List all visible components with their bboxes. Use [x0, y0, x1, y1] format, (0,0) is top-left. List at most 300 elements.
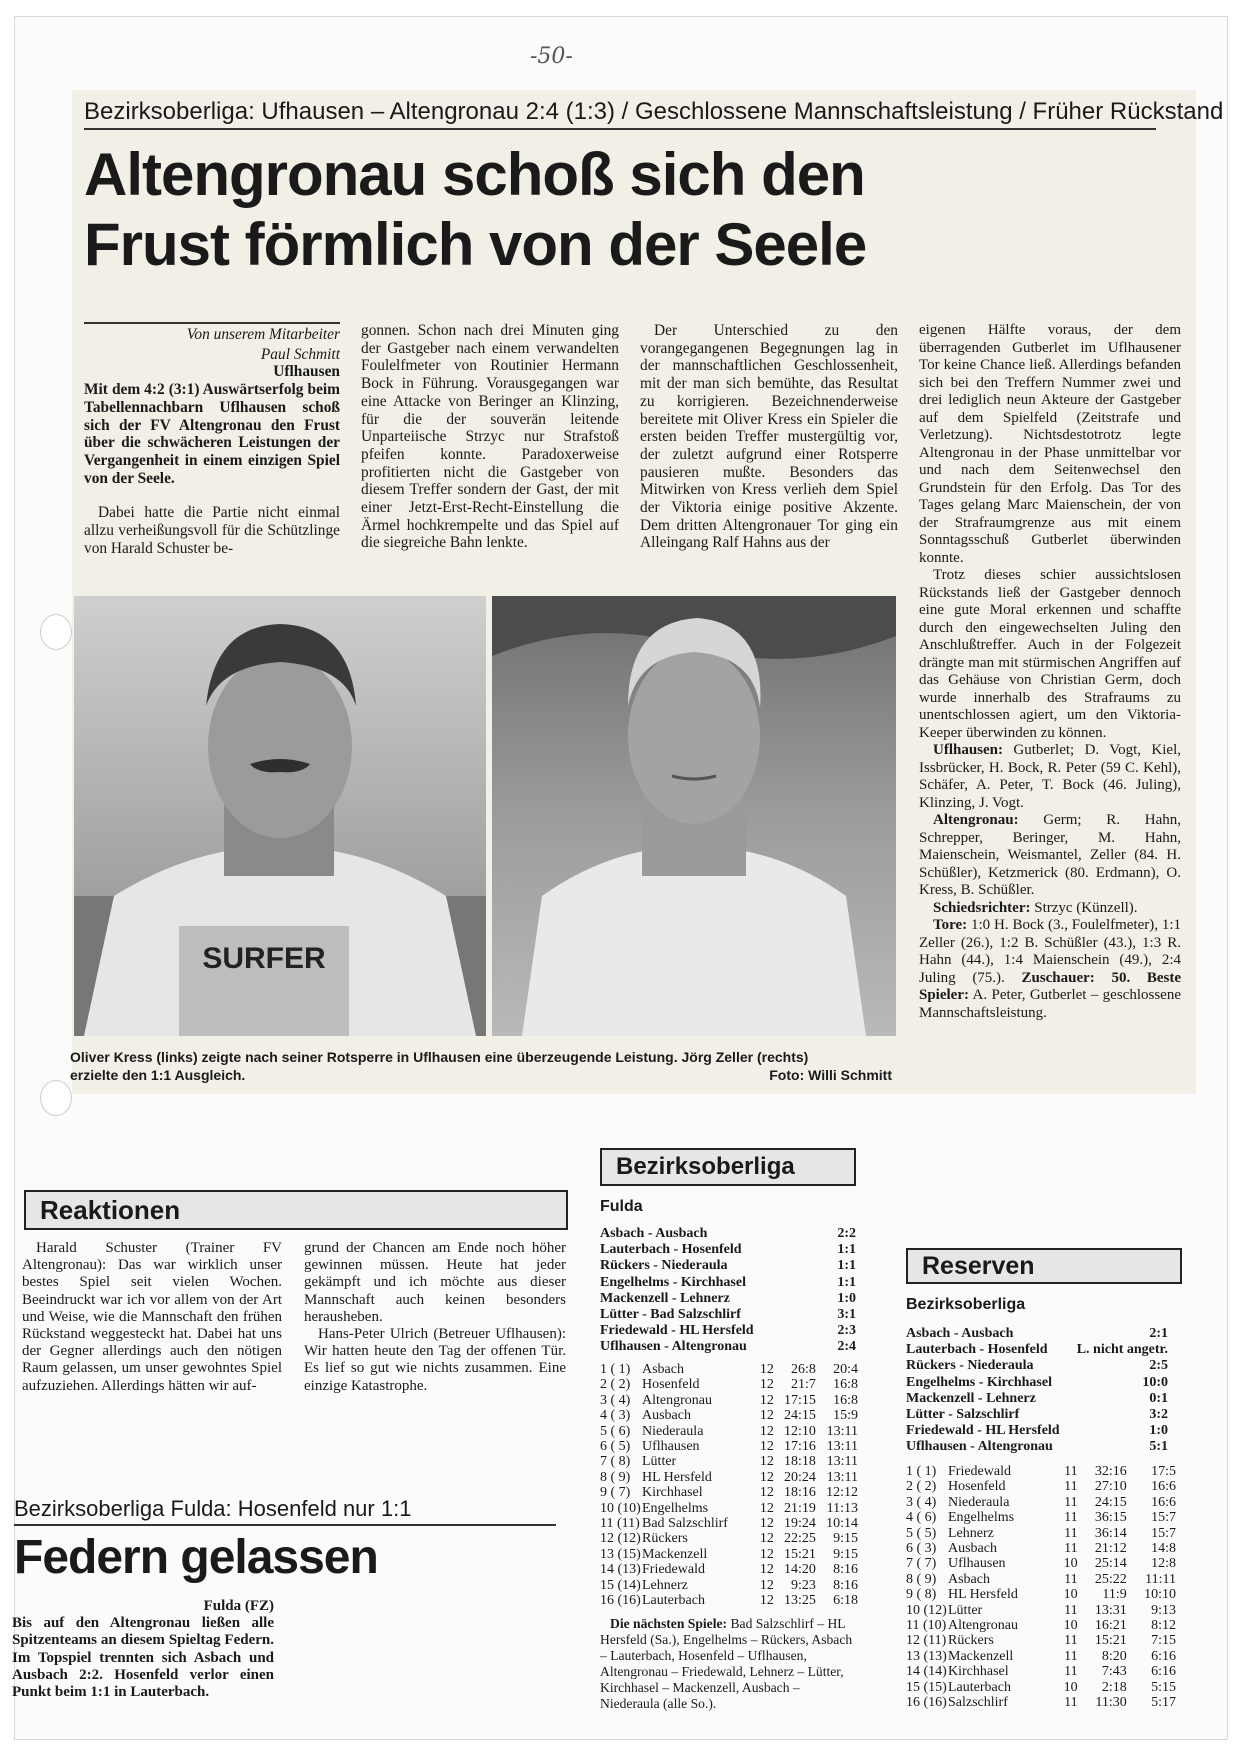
caption-line-1: Oliver Kress (links) zeigte nach seiner Rotsperre in Uflhausen eine überzeugende Leistung. Jörg Zeller (rechts): [70, 1049, 809, 1065]
table-cell-team: Ausbach: [948, 1541, 997, 1557]
result-score: 2:2: [837, 1226, 856, 1241]
table-cell-pos: 8 ( 9): [600, 1469, 631, 1485]
table-cell-team: Uflhausen: [642, 1439, 700, 1455]
table-cell-team: Lehnerz: [948, 1525, 994, 1541]
result-match: Mackenzell - Lehnerz: [906, 1390, 1036, 1406]
table-cell-goals: 21:7: [791, 1377, 816, 1393]
table-cell-goals: 2:18: [1101, 1679, 1127, 1695]
reserven-header: Reserven: [906, 1248, 1182, 1284]
article-kicker: Bezirksoberliga: Ufhausen – Altengronau 2:4 (1:3) / Geschlossene Mannschaftsleistung / Früher Rückstand: [84, 98, 1156, 130]
table-cell-games: 11: [1064, 1571, 1078, 1587]
result-match: Engelhelms - Kirchhasel: [600, 1274, 746, 1290]
table-cell-goals: 36:14: [1094, 1525, 1127, 1541]
result-row: [906, 1423, 1168, 1439]
result-row: [906, 1326, 1168, 1342]
table-cell-goals: 25:22: [1094, 1571, 1127, 1587]
table-cell-games: 10: [1063, 1679, 1078, 1695]
result-score: 2:5: [1149, 1358, 1168, 1374]
reserven-league: Bezirksoberliga: [906, 1296, 1026, 1313]
table-cell-points: 16:6: [1151, 1479, 1176, 1495]
article-paragraph: Der Unterschied zu den vorangegangenen Begegnungen lag in der mannschaftlichen Geschlossenheit, mit der man sich bemühte, das Resultat zu korrigieren. Bezeichnenderweise bereitete mit Oliver Kress ein Spieler die ersten beiden Treffer mustergültig vor, der zuletzt aufgrund einer Rotsperre pausieren mußte. Besonders das Mitwirken von Kress verlieh dem Spiel der Viktoria einige positive Akzente. Dem dritten Altengronauer Tor ging ein Alleingang Ralf Hahns aus der: [640, 322, 898, 552]
table-cell-games: 12: [759, 1516, 774, 1532]
table-cell-points: 13:11: [826, 1423, 858, 1439]
table-cell-games: 11: [1064, 1464, 1078, 1479]
table-cell-team: Lütter: [642, 1454, 677, 1470]
table-cell-pos: 9 ( 7): [600, 1485, 631, 1501]
table-cell-team: Lütter: [948, 1602, 983, 1618]
table-cell-games: 12: [759, 1362, 774, 1377]
table-cell-points: 16:8: [833, 1392, 858, 1408]
table-cell-goals: 13:25: [784, 1593, 816, 1609]
result-match: Friedewald - HL Hersfeld: [600, 1323, 754, 1339]
article-paragraph: Dabei hatte die Partie nicht einmal allzu verheißungsvoll für die Schützlinge von Harald Schuster be-: [84, 504, 340, 557]
table-row: [600, 1377, 858, 1392]
result-match: Rückers - Niederaula: [600, 1258, 728, 1274]
table-cell-pos: 10 (10): [600, 1500, 641, 1516]
table-cell-points: 6:18: [833, 1593, 858, 1609]
second-article-headline: Federn gelassen: [14, 1531, 378, 1584]
article-column-4: [919, 322, 1181, 1022]
table-cell-points: 6:16: [1151, 1664, 1176, 1680]
region-label: Fulda: [600, 1198, 643, 1215]
table-cell-team: Hosenfeld: [948, 1479, 1006, 1495]
table-row: [600, 1439, 858, 1454]
article-paragraph: eigenen Hälfte voraus, der dem überragenden Gutberlet im Uflhausener Tor keine Chance ließ. Allerdings befanden sich bei den Treffern Nummer zwei und drei lediglich neun Akteure der Gastgeber auf dem Spielfeld (Zeitstrafe und Verletzung). Nichtsdestotrotz legte Altengronau in der Phase unmittelbar vor und nach dem Seitenwechsel den Grundstein für den Erfolg. Das Tor des Tages gelang Marc Maienschein, der von der Strafraumgrenze aus mit einem Sonntagsschuß Gutberlet überwinden konnte.: [919, 322, 1181, 566]
next-games: [600, 1616, 856, 1712]
table-cell-pos: 10 (12): [906, 1602, 947, 1618]
goals-label: Tore:: [933, 917, 968, 933]
table-cell-points: 11:13: [826, 1500, 858, 1516]
table-row: [600, 1593, 858, 1608]
table-cell-games: 12: [759, 1593, 774, 1609]
result-match: Uflhausen - Altengronau: [906, 1439, 1053, 1455]
table-cell-goals: 17:16: [784, 1439, 816, 1455]
table-cell-pos: 9 ( 8): [906, 1587, 937, 1603]
lineup-altengronau: Germ; R. Hahn, Schrepper, Beringer, M. Hahn, Maienschein, Weismantel, Zeller (84. H. Schüßler), Ketzmerick (80. Erdmann), O. Kress, B. Schüßler.: [919, 812, 1181, 898]
result-score: L. nicht angetr.: [1076, 1342, 1168, 1358]
result-score: 1:0: [1149, 1423, 1168, 1439]
caption-line-2: erzielte den 1:1 Ausgleich.: [70, 1067, 246, 1083]
table-cell-team: Mackenzell: [642, 1546, 708, 1562]
table-cell-pos: 2 ( 2): [600, 1377, 631, 1393]
table-cell-pos: 5 ( 6): [600, 1423, 631, 1439]
result-row: [906, 1407, 1168, 1423]
article-paragraph: gonnen. Schon nach drei Minuten ging der Gastgeber nach einem verwandelten Foulelfmeter von Routinier Hermann Bock in Führung. Vorausgegangen war eine Attacke von Beringer an Klinzing, für die der souverän leitende Unparteiische Strzyc nur Strafstoß pfeifen konnte. Paradoxerweise profitierten nicht die Gastgeber von diesem Treffer sondern der Gast, der mit einer Jetzt-Erst-Recht-Einstellung die Ärmel hochkrempelte und das Spiel auf die siegreiche Bahn lenkte.: [361, 322, 619, 552]
lineup-label: Uflhausen:: [933, 742, 1004, 758]
table-cell-team: Engelhelms: [948, 1510, 1015, 1526]
table-cell-pos: 13 (13): [906, 1648, 947, 1664]
table-cell-pos: 4 ( 6): [906, 1510, 937, 1526]
table-cell-goals: 17:15: [784, 1392, 816, 1408]
table-cell-pos: 16 (16): [906, 1695, 947, 1711]
table-row: [906, 1587, 1176, 1602]
table-row: [906, 1603, 1176, 1618]
article-column-3: [640, 322, 898, 552]
table-cell-points: 16:8: [833, 1377, 858, 1393]
table-cell-team: Lauterbach: [642, 1593, 705, 1609]
table-cell-points: 12:8: [1151, 1556, 1176, 1572]
table-cell-goals: 36:15: [1094, 1510, 1127, 1526]
table-cell-team: Ausbach: [642, 1408, 691, 1424]
result-row: [600, 1258, 856, 1274]
table-row: [906, 1526, 1176, 1541]
bezirksoberliga-table: [600, 1362, 858, 1609]
article-headline: [84, 140, 964, 280]
page-number: -50-: [530, 44, 573, 69]
table-cell-team: Friedewald: [948, 1464, 1011, 1479]
table-cell-games: 12: [759, 1500, 774, 1516]
table-cell-goals: 24:15: [1094, 1494, 1127, 1510]
table-cell-pos: 5 ( 5): [906, 1525, 937, 1541]
result-score: 3:1: [837, 1307, 856, 1323]
table-cell-points: 15:9: [833, 1408, 858, 1424]
result-row: [600, 1226, 856, 1242]
result-score: 0:1: [1149, 1390, 1168, 1406]
table-cell-points: 12:12: [826, 1485, 858, 1501]
table-row: [600, 1531, 858, 1546]
table-cell-pos: 14 (13): [600, 1562, 641, 1578]
result-score: 1:1: [837, 1242, 856, 1258]
table-cell-goals: 18:18: [784, 1454, 816, 1470]
result-score: 1:0: [837, 1290, 856, 1306]
table-cell-games: 12: [759, 1423, 774, 1439]
result-score: 1:1: [837, 1274, 856, 1290]
table-cell-games: 11: [1064, 1602, 1078, 1618]
table-cell-games: 12: [759, 1408, 774, 1424]
table-cell-goals: 21:19: [784, 1500, 816, 1516]
goals: 1:0 H. Bock (3., Foulelfmeter), 1:1 Zeller (26.), 1:2 B. Schüßler (43.), 1:3 R. Hahn (44.), 1:4 Maienschein (49.), 2:4 Juling (75.).: [919, 917, 1182, 986]
table-row: [906, 1680, 1176, 1695]
table-row: [600, 1547, 858, 1562]
referee-label: Schiedsrichter:: [933, 899, 1031, 916]
table-cell-team: Salzschlirf: [948, 1695, 1008, 1711]
table-cell-team: Altengronau: [642, 1392, 712, 1408]
article-column-2: [361, 322, 619, 552]
table-cell-goals: 12:10: [784, 1423, 816, 1439]
next-games-label: Die nächsten Spiele:: [610, 1616, 728, 1631]
result-score: 3:2: [1149, 1407, 1168, 1423]
table-row: [600, 1501, 858, 1516]
table-cell-games: 11: [1064, 1479, 1078, 1495]
table-cell-goals: 11:30: [1095, 1695, 1127, 1711]
article-lead: Mit dem 4:2 (3:1) Auswärtserfolg beim Tabellennachbarn Uflhausen schoß sich der FV Altengronau den Frust über die schwächeren Leistungen der Vergangenheit in einem einzigen Spiel von der Seele.: [84, 381, 340, 487]
table-row: [600, 1424, 858, 1439]
result-match: Uflhausen - Altengronau: [600, 1339, 747, 1355]
article-paragraph: Trotz dieses schier aussichtslosen Rückstands ließ der Gastgeber dennoch eine gute Moral erkennen und schaffte durch den eingewechselten Juling den Anschlußtreffer. Auch in der Folgezeit drängte man mit stürmischen Angriffen auf das Gehäuse von Christian Germ, doch wurde innerhalb des Strafraums zu unentschlossen agiert, um den Viktoria-Keeper überwinden zu können.: [919, 567, 1181, 741]
result-row: [906, 1358, 1168, 1374]
best-players: A. Peter, Gutberlet – geschlossene Mannschaftsleistung.: [919, 987, 1181, 1021]
table-cell-pos: 3 ( 4): [600, 1392, 631, 1408]
table-cell-goals: 20:24: [784, 1469, 816, 1485]
table-cell-points: 10:10: [1144, 1587, 1176, 1603]
punch-hole: [40, 614, 72, 650]
table-row: [600, 1562, 858, 1577]
table-cell-points: 8:16: [833, 1577, 858, 1593]
table-cell-goals: 21:12: [1094, 1541, 1127, 1557]
next-games-text: Bad Salzschlirf – HL Hersfeld (Sa.), Engelhelms – Rückers, Asbach – Lauterbach, Hosenfeld – Uflhausen, Altengronau – Friedewald, Lehnerz – Lütter, Kirchhasel – Mackenzell, Ausbach – Niederaula (alle So.).: [600, 1616, 853, 1711]
table-cell-team: Kirchhasel: [642, 1485, 703, 1501]
table-row: [906, 1618, 1176, 1633]
reaktion-text: Harald Schuster (Trainer FV Altengronau): Das war wirklich unser bestes Spiel seit vielen Wochen. Beeindruckt war ich vor allem von der Art und Weise, wie die Mannschaft den frühen Rückstand weggesteckt hat. Dabei hat uns der Gegner allerdings auch den nötigen Raum gelassen, um unser gewohntes Spiel aufzuziehen. Allerdings hätten wir auf-: [22, 1240, 282, 1394]
table-cell-team: Hosenfeld: [642, 1377, 700, 1393]
table-row: [906, 1495, 1176, 1510]
table-cell-points: 11:11: [1145, 1571, 1176, 1587]
byline-role: Von unserem Mitarbeiter: [84, 322, 340, 344]
table-cell-points: 6:16: [1151, 1648, 1176, 1664]
photo-oliver-kress: [74, 596, 486, 1036]
spectators: Zuschauer: 50.: [1021, 969, 1131, 986]
table-row: [906, 1572, 1176, 1587]
result-match: Lauterbach - Hosenfeld: [906, 1342, 1048, 1358]
headline-line-1: Altengronau schoß sich den: [84, 141, 865, 208]
result-score: 10:0: [1142, 1374, 1168, 1390]
table-cell-team: HL Hersfeld: [642, 1469, 712, 1485]
result-match: Friedewald - HL Hersfeld: [906, 1423, 1060, 1439]
result-match: Rückers - Niederaula: [906, 1358, 1034, 1374]
table-row: [906, 1464, 1176, 1479]
table-cell-goals: 16:21: [1094, 1618, 1127, 1634]
table-cell-goals: 14:20: [784, 1562, 816, 1578]
table-cell-pos: 12 (12): [600, 1531, 641, 1547]
table-cell-points: 8:12: [1151, 1618, 1176, 1634]
reserven-results: [906, 1326, 1168, 1456]
result-match: Lütter - Bad Salzschlirf: [600, 1307, 741, 1323]
table-cell-goals: 15:21: [784, 1546, 816, 1562]
table-cell-goals: 25:14: [1094, 1556, 1127, 1572]
table-cell-goals: 24:15: [784, 1408, 816, 1424]
table-cell-games: 12: [759, 1439, 774, 1455]
result-row: [906, 1375, 1168, 1391]
best-players-label: Beste Spieler:: [919, 969, 1182, 1003]
table-row: [906, 1633, 1176, 1648]
table-cell-team: Rückers: [948, 1633, 994, 1649]
table-cell-pos: 8 ( 9): [906, 1571, 937, 1587]
reaktionen-header: Reaktionen: [24, 1190, 568, 1230]
table-cell-goals: 11:9: [1102, 1587, 1127, 1603]
table-row: [600, 1485, 858, 1500]
table-cell-team: Rückers: [642, 1531, 688, 1547]
table-cell-team: Lauterbach: [948, 1679, 1011, 1695]
result-score: 2:1: [1149, 1326, 1168, 1341]
result-score: 2:4: [837, 1339, 856, 1355]
article-column-1: [84, 322, 340, 557]
table-cell-points: 5:15: [1151, 1679, 1176, 1695]
table-cell-points: 13:11: [826, 1454, 858, 1470]
table-cell-team: Niederaula: [948, 1494, 1010, 1510]
punch-hole: [40, 1080, 72, 1116]
table-cell-points: 16:6: [1151, 1494, 1176, 1510]
table-cell-games: 11: [1064, 1510, 1078, 1526]
second-article-body: [12, 1598, 274, 1701]
table-cell-games: 10: [1063, 1556, 1078, 1572]
table-cell-points: 13:11: [826, 1439, 858, 1455]
table-cell-points: 9:15: [833, 1531, 858, 1547]
table-cell-pos: 3 ( 4): [906, 1494, 937, 1510]
table-row: [906, 1664, 1176, 1679]
table-cell-points: 10:14: [826, 1516, 858, 1532]
table-cell-games: 10: [1063, 1587, 1078, 1603]
table-cell-games: 11: [1064, 1695, 1078, 1711]
table-cell-points: 17:5: [1151, 1464, 1176, 1479]
table-cell-goals: 13:31: [1094, 1602, 1127, 1618]
dateline: Fulda (FZ): [203, 1598, 274, 1614]
table-cell-games: 12: [759, 1531, 774, 1547]
table-cell-pos: 12 (11): [906, 1633, 947, 1649]
result-match: Lauterbach - Hosenfeld: [600, 1242, 742, 1258]
table-cell-pos: 11 (11): [600, 1516, 640, 1532]
photo-joerg-zeller: [492, 596, 896, 1036]
result-match: Mackenzell - Lehnerz: [600, 1290, 730, 1306]
table-row: [906, 1541, 1176, 1556]
result-row: [906, 1391, 1168, 1407]
table-cell-games: 12: [759, 1469, 774, 1485]
table-cell-games: 11: [1064, 1541, 1078, 1557]
table-cell-goals: 32:16: [1094, 1464, 1127, 1479]
table-row: [906, 1510, 1176, 1525]
table-cell-games: 11: [1064, 1525, 1078, 1541]
table-cell-team: Mackenzell: [948, 1648, 1014, 1664]
table-cell-team: Lehnerz: [642, 1577, 688, 1593]
table-cell-points: 15:7: [1151, 1510, 1176, 1526]
reaktion-text: grund der Chancen am Ende noch höher gewinnen müssen. Heute hat jeder gekämpft und ich möchte aus dieser Mannschaft auch keinen besonders herausheben.: [304, 1240, 566, 1325]
reaktion-text: Hans-Peter Ulrich (Betreuer Uflhausen): Wir hatten heute den Tag der offenen Tür. Es lief so gut wie nichts zusammen. Eine einzige Katastrophe.: [304, 1326, 566, 1394]
table-cell-pos: 11 (10): [906, 1618, 947, 1634]
table-cell-goals: 7:43: [1101, 1664, 1127, 1680]
table-cell-points: 20:4: [833, 1362, 858, 1377]
result-row: [906, 1342, 1168, 1358]
result-match: Asbach - Ausbach: [600, 1226, 708, 1241]
table-cell-points: 7:15: [1151, 1633, 1176, 1649]
table-cell-team: Asbach: [642, 1362, 684, 1377]
table-cell-pos: 13 (15): [600, 1546, 641, 1562]
table-cell-games: 10: [1063, 1618, 1078, 1634]
table-cell-team: Bad Salzschlirf: [642, 1516, 728, 1532]
table-cell-pos: 15 (14): [600, 1577, 641, 1593]
table-cell-goals: 26:8: [791, 1362, 816, 1377]
table-cell-points: 15:7: [1151, 1525, 1176, 1541]
second-article-text: Bis auf den Altengronau ließen alle Spitzenteams an diesem Spieltag Federn. Im Topspiel trennten sich Asbach und Ausbach 2:2. Hosenfeld verlor einen Punkt beim 1:1 in Lauterbach.: [12, 1615, 274, 1701]
table-cell-games: 11: [1064, 1664, 1078, 1680]
table-row: [906, 1479, 1176, 1494]
table-cell-games: 12: [759, 1562, 774, 1578]
result-match: Lütter - Salzschlirf: [906, 1407, 1020, 1423]
table-cell-pos: 1 ( 1): [600, 1362, 631, 1377]
table-cell-goals: 15:21: [1094, 1633, 1127, 1649]
table-cell-pos: 6 ( 3): [906, 1541, 937, 1557]
result-score: 1:1: [837, 1258, 856, 1274]
table-cell-games: 12: [759, 1392, 774, 1408]
result-match: Engelhelms - Kirchhasel: [906, 1374, 1052, 1390]
result-score: 2:3: [837, 1323, 856, 1339]
table-row: [600, 1454, 858, 1469]
reaktionen-column-1: [22, 1240, 282, 1395]
reaktionen-column-2: [304, 1240, 566, 1395]
lineup-label: Altengronau:: [933, 812, 1019, 828]
table-cell-pos: 15 (15): [906, 1679, 947, 1695]
table-row: [600, 1393, 858, 1408]
table-cell-points: 8:16: [833, 1562, 858, 1578]
lineup-ufhausen: Gutberlet; D. Vogt, Kiel, Issbrücker, H. Bock, R. Peter (59 C. Kehl), Schäfer, A. Peter, T. Bock (46. Juling), Klinzing, J. Vogt.: [919, 742, 1181, 811]
table-cell-pos: 16 (16): [600, 1593, 641, 1609]
result-row: [600, 1339, 856, 1355]
table-cell-team: Niederaula: [642, 1423, 704, 1439]
second-article-kicker: Bezirksoberliga Fulda: Hosenfeld nur 1:1: [14, 1496, 556, 1526]
table-cell-points: 14:8: [1151, 1541, 1176, 1557]
table-cell-pos: 14 (14): [906, 1664, 947, 1680]
table-cell-team: Engelhelms: [642, 1500, 709, 1516]
table-cell-points: 5:17: [1151, 1695, 1176, 1711]
table-cell-pos: 4 ( 3): [600, 1408, 631, 1424]
table-cell-games: 12: [759, 1377, 774, 1393]
result-row: [600, 1242, 856, 1258]
byline-author: Paul Schmitt: [260, 345, 340, 363]
result-row: [600, 1275, 856, 1291]
table-cell-games: 12: [759, 1485, 774, 1501]
result-row: [600, 1307, 856, 1323]
table-cell-games: 11: [1064, 1633, 1078, 1649]
result-row: [600, 1323, 856, 1339]
dateline: Uflhausen: [273, 363, 340, 381]
table-row: [906, 1649, 1176, 1664]
table-cell-team: HL Hersfeld: [948, 1587, 1018, 1603]
table-cell-points: 9:13: [1151, 1602, 1176, 1618]
table-cell-games: 11: [1064, 1494, 1078, 1510]
table-cell-team: Uflhausen: [948, 1556, 1006, 1572]
result-score: 5:1: [1149, 1439, 1168, 1455]
table-cell-goals: 18:16: [784, 1485, 816, 1501]
bezirksoberliga-results: [600, 1226, 856, 1356]
table-cell-team: Friedewald: [642, 1562, 705, 1578]
referee: Strzyc (Künzell).: [1034, 899, 1138, 916]
table-cell-points: 13:11: [826, 1469, 858, 1485]
table-cell-games: 12: [759, 1577, 774, 1593]
table-cell-goals: 19:24: [784, 1516, 816, 1532]
table-cell-games: 12: [759, 1546, 774, 1562]
photo-credit: Foto: Willi Schmitt: [769, 1067, 892, 1083]
result-match: Asbach - Ausbach: [906, 1326, 1014, 1341]
bezirksoberliga-header: Bezirksoberliga: [600, 1148, 856, 1186]
table-cell-pos: 1 ( 1): [906, 1464, 937, 1479]
table-cell-goals: 9:23: [791, 1577, 816, 1593]
table-cell-goals: 8:20: [1101, 1648, 1127, 1664]
table-cell-pos: 2 ( 2): [906, 1479, 937, 1495]
result-row: [600, 1291, 856, 1307]
table-row: [600, 1470, 858, 1485]
shirt-print: SURFER: [202, 942, 326, 975]
table-cell-games: 11: [1064, 1648, 1078, 1664]
table-row: [600, 1408, 858, 1423]
table-cell-team: Asbach: [948, 1571, 990, 1587]
table-cell-pos: 6 ( 5): [600, 1439, 631, 1455]
table-cell-goals: 27:10: [1094, 1479, 1127, 1495]
table-cell-team: Kirchhasel: [948, 1664, 1009, 1680]
table-cell-games: 12: [759, 1454, 774, 1470]
table-cell-team: Altengronau: [948, 1618, 1018, 1634]
table-row: [906, 1556, 1176, 1571]
table-row: [906, 1695, 1176, 1710]
table-row: [600, 1516, 858, 1531]
table-row: [600, 1578, 858, 1593]
reserven-table: [906, 1464, 1176, 1711]
photo-caption: [70, 1048, 892, 1084]
table-cell-goals: 22:25: [784, 1531, 816, 1547]
headline-line-2: Frust förmlich von der Seele: [84, 211, 867, 278]
table-cell-pos: 7 ( 7): [906, 1556, 937, 1572]
table-cell-points: 9:15: [833, 1546, 858, 1562]
table-row: [600, 1362, 858, 1377]
result-row: [906, 1439, 1168, 1455]
table-cell-pos: 7 ( 8): [600, 1454, 631, 1470]
